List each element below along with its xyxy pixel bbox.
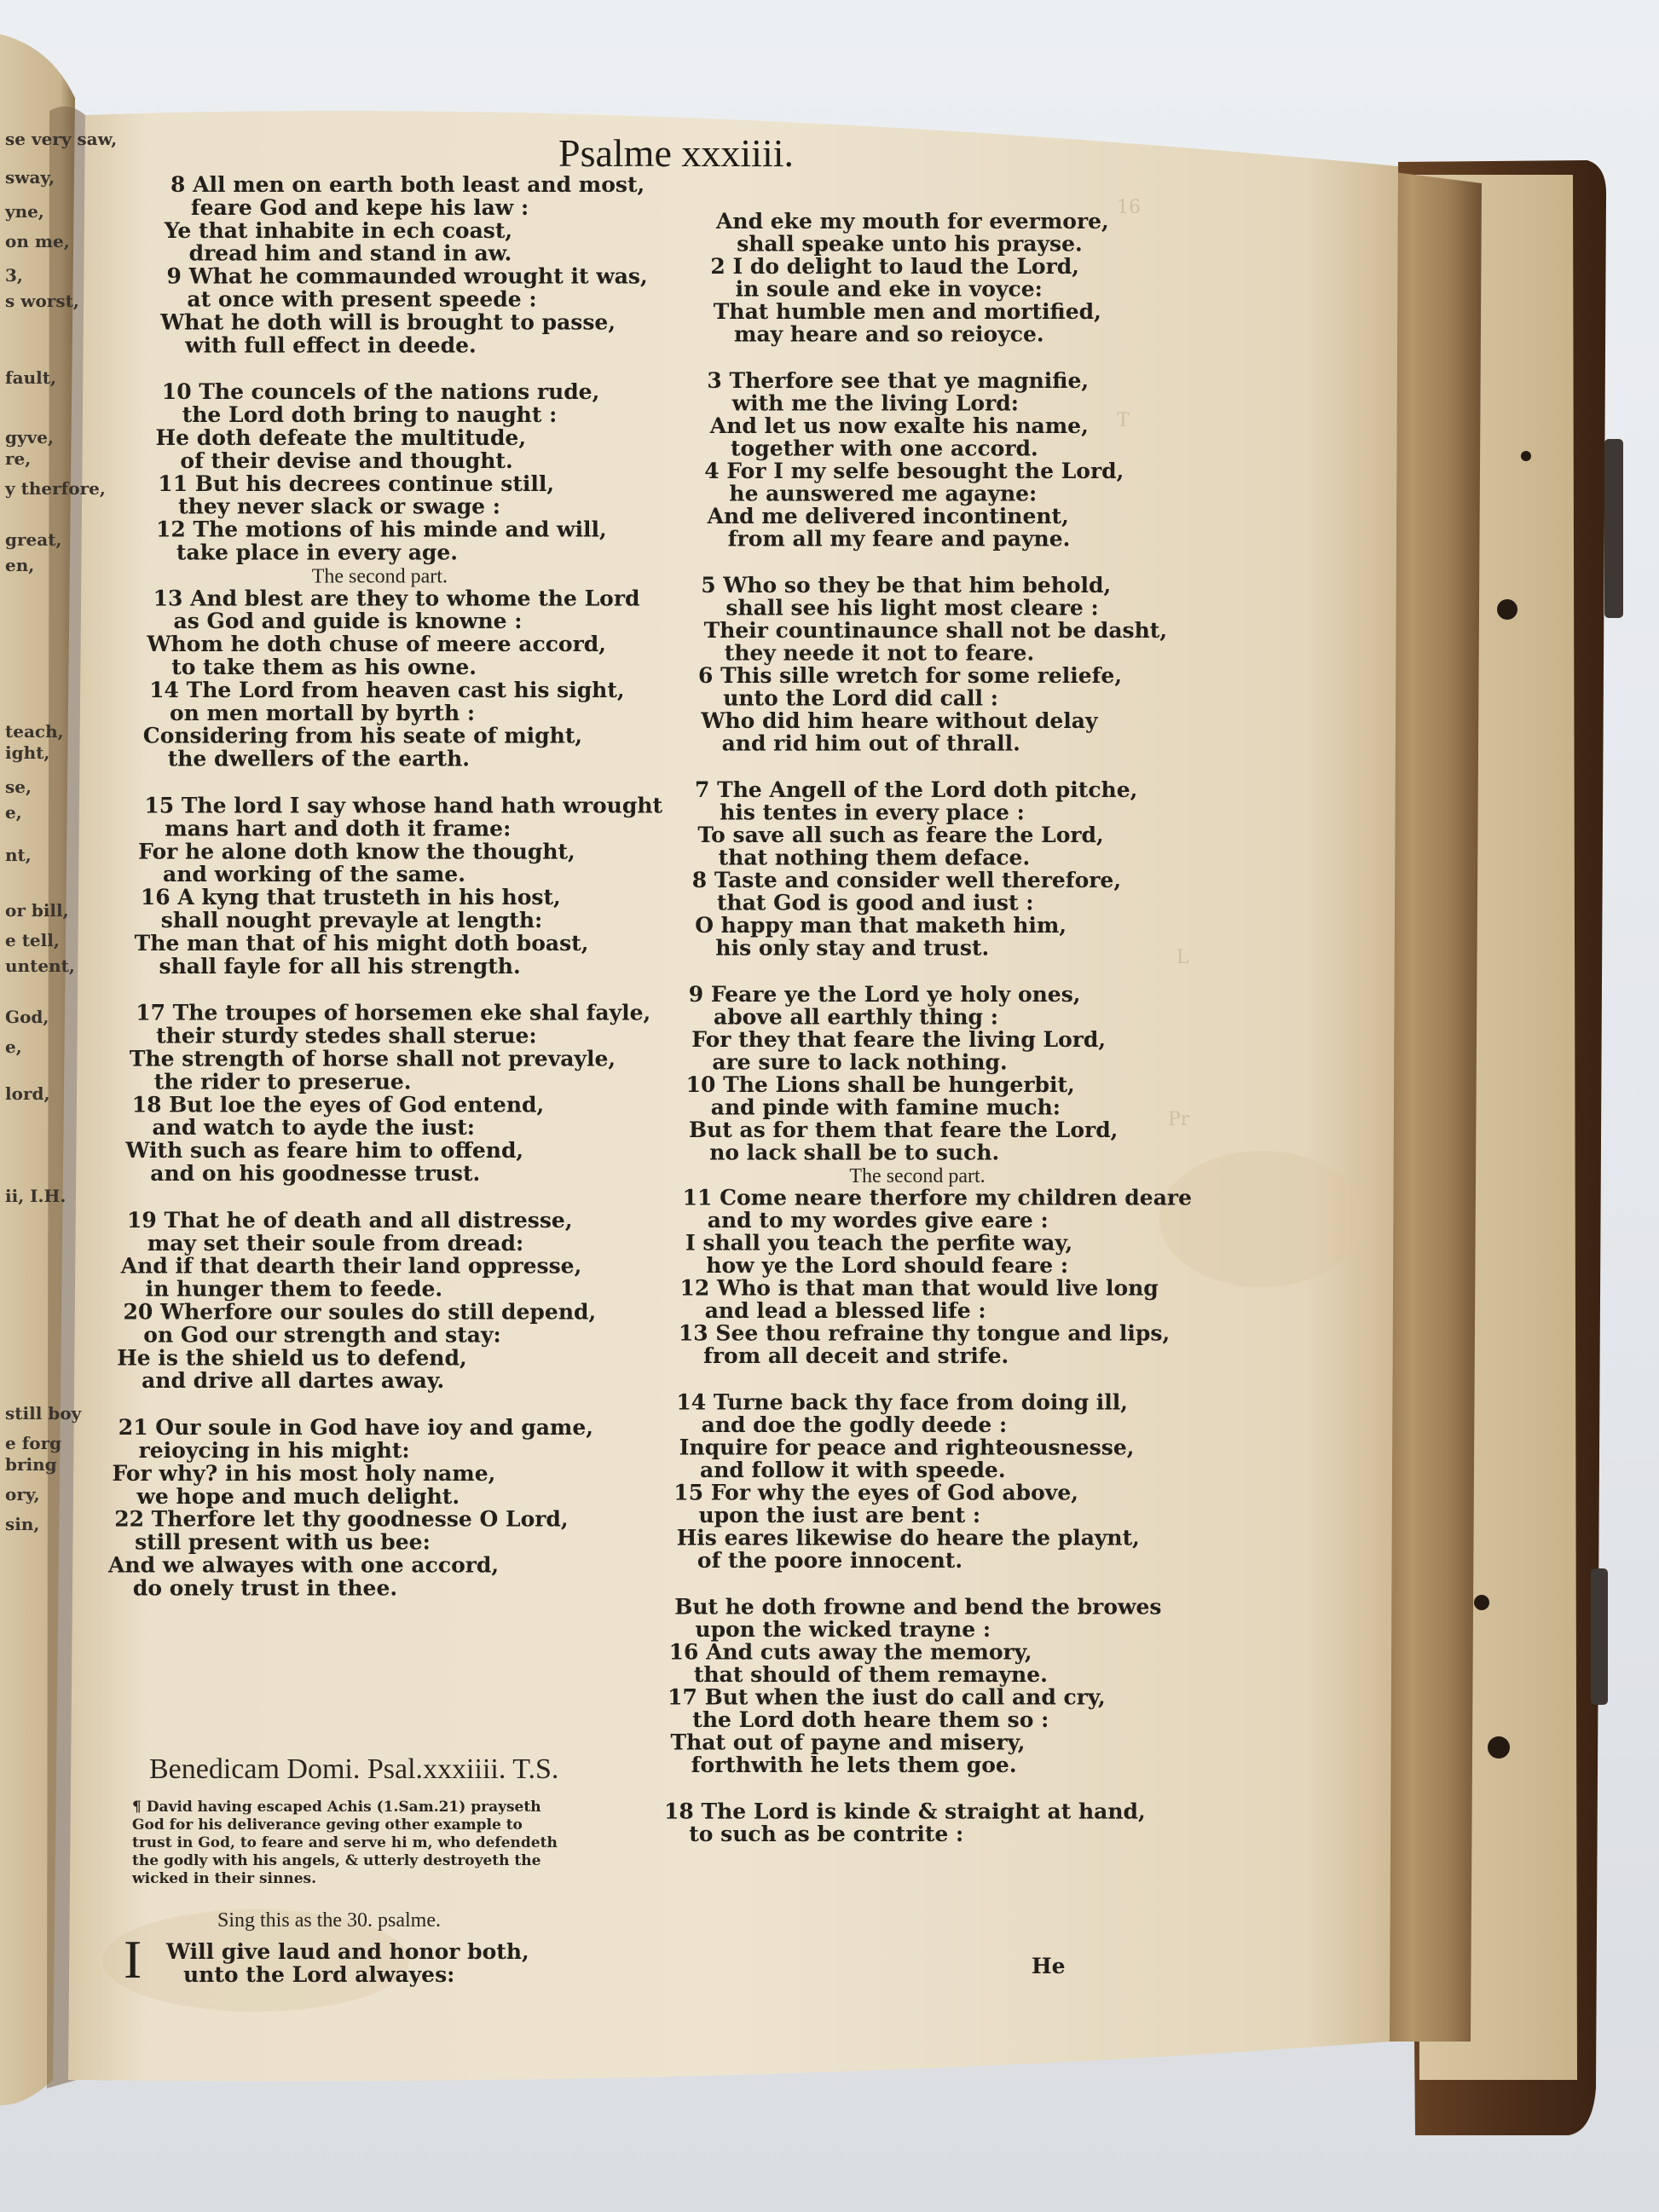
verse-line: in soule and eke in voyce: [735, 276, 1043, 302]
verse-line: of the poore innocent. [697, 1548, 963, 1573]
facing-page-fragment: ight, [5, 742, 50, 763]
facing-page-fragment: lord, [5, 1083, 50, 1104]
facing-page-fragment: 3, [5, 265, 23, 286]
facing-page-fragment: great, [5, 529, 62, 550]
verse-line: still present with us bee: [135, 1529, 431, 1555]
verse-line: in hunger them to feede. [145, 1276, 443, 1302]
verse-line: 13 And blest are they to whome the Lord [153, 586, 640, 611]
verse-line: And me delivered incontinent, [707, 504, 1069, 528]
verse-line: shall fayle for all his strength. [159, 953, 521, 979]
verse-line: His eares likewise do heare the playnt, [676, 1525, 1140, 1551]
verse-line: together with one accord. [731, 436, 1038, 461]
verse-line: with full effect in deede. [185, 332, 477, 358]
verse-line: He is the shield us to defend, [117, 1345, 467, 1371]
verse-line: and working of the same. [163, 862, 465, 887]
verse-line: 16 A kyng that trusteth in his host, [140, 885, 561, 910]
verse-line: 8 All men on earth both least and most, [171, 172, 645, 197]
verse-line: 5 Who so they be that him behold, [701, 573, 1112, 598]
verse-line: To save all such as feare the Lord, [697, 823, 1104, 847]
verse-line: and rid him out of thrall. [721, 731, 1020, 756]
verse-line: 3 Therfore see that ye magnifie, [707, 368, 1090, 393]
part-heading: The second part. [849, 1165, 986, 1187]
verse-line: What he doth will is brought to passe, [160, 309, 616, 335]
facing-page-fragment: yne, [5, 201, 44, 222]
verse-line: that God is good and iust : [717, 890, 1034, 915]
verse-line: as God and guide is knowne : [173, 609, 523, 634]
verse-line: 13 See thou refraine thy tongue and lips, [678, 1320, 1171, 1346]
verse-line: I shall you teach the perfite way, [685, 1230, 1073, 1256]
wormhole-2 [1474, 1595, 1489, 1610]
verse-line: of their devise and thought. [180, 448, 513, 473]
facing-page-fragment: e tell, [5, 930, 60, 950]
verse-line: on men mortall by byrth : [170, 700, 476, 725]
verse-line: And if that dearth their land oppresse, [120, 1253, 582, 1279]
svg-text:16: 16 [1117, 197, 1141, 218]
verse-line: That humble men and mortified, [713, 299, 1101, 324]
verse-line: That out of payne and misery, [670, 1730, 1026, 1755]
verse-line: He doth defeate the multitude, [155, 425, 527, 450]
verse-line: 7 The Angell of the Lord doth pitche, [695, 777, 1138, 802]
facing-page-fragment: sin, [5, 1514, 40, 1534]
verse-line: 11 But his decrees continue still, [158, 471, 555, 496]
verse-line: the Lord doth bring to naught : [182, 402, 558, 428]
argument-line: God for his deliverance geving other example to [132, 1816, 523, 1834]
verse-line: Who did him heare without delay [701, 708, 1098, 733]
verse-line: mans hart and doth it frame: [165, 816, 512, 841]
part-heading: The second part. [311, 565, 448, 588]
verse-line: the Lord doth heare them so : [692, 1707, 1049, 1732]
verse-line: and pinde with famine much: [710, 1094, 1061, 1120]
verse-line: and lead a blessed life : [704, 1298, 986, 1323]
drop-cap: I [124, 1929, 142, 1990]
facing-page-fragment: en, [5, 555, 35, 575]
verse-line: do onely trust in thee. [132, 1575, 398, 1601]
verse-line: 14 The Lord from heaven cast his sight, [149, 677, 625, 702]
verse-line: and drive all dartes away. [142, 1368, 445, 1394]
verse-line: unto the Lord alwayes: [183, 1962, 455, 1987]
tune-note: Sing this as the 30. psalme. [217, 1909, 441, 1932]
verse-line: from all deceit and strife. [703, 1343, 1009, 1368]
verse-line: For they that feare the living Lord, [691, 1027, 1107, 1052]
facing-page-fragment: untent, [5, 956, 75, 976]
facing-page-fragment: still boy [5, 1403, 82, 1424]
facing-page-fragment: gyve, [5, 427, 54, 448]
wormhole-1 [1497, 599, 1517, 620]
facing-page-fragment: se, [5, 777, 32, 797]
facing-page-fragment: e, [5, 802, 22, 823]
facing-page-fragment: re, [5, 448, 32, 469]
argument-line: ¶ David having escaped Achis (1.Sam.21) prayseth [132, 1799, 541, 1816]
verse-line: But he doth frowne and bend the browes [674, 1594, 1162, 1620]
verse-line: we hope and much delight. [136, 1483, 460, 1509]
wormhole-4 [1521, 451, 1531, 461]
verse-line: his tentes in every place : [720, 800, 1025, 825]
clasp-upper [1604, 439, 1623, 618]
verse-line: 12 The motions of his minde and will, [156, 517, 607, 542]
clasp-lower [1591, 1568, 1608, 1705]
facing-page-fragment: ory, [5, 1484, 40, 1505]
verse-line: 14 Turne back thy face from doing ill, [676, 1389, 1128, 1415]
verse-line: 10 The Lions shall be hungerbit, [685, 1072, 1075, 1097]
argument-line: the godly with his angels, & utterly destroyeth the [132, 1852, 541, 1869]
verse-line: 10 The councels of the nations rude, [161, 379, 600, 405]
verse-line: upon the iust are bent : [698, 1503, 981, 1528]
verse-line: 15 The lord I say whose hand hath wrought [144, 793, 663, 818]
verse-line: are sure to lack nothing. [712, 1049, 1008, 1075]
verse-line: 4 For I my selfe besought the Lord, [704, 459, 1124, 483]
svg-text:T: T [1117, 410, 1130, 431]
verse-line: shall nought prevayle at length: [160, 908, 543, 933]
verse-line: 9 Feare ye the Lord ye holy ones, [688, 982, 1081, 1007]
verse-line: from all my feare and payne. [727, 526, 1071, 552]
verse-line: 6 This sille wretch for some reliefe, [698, 663, 1123, 688]
verse-line: to such as be contrite : [689, 1822, 964, 1846]
verse-line: and to my wordes give eare : [707, 1208, 1049, 1233]
verse-line: they never slack or swage : [178, 494, 501, 519]
verse-line: 17 The troupes of horsemen eke shal fayle, [136, 1000, 651, 1025]
verse-line: and watch to ayde the iust: [152, 1115, 476, 1141]
facing-page-fragment: e forg [5, 1433, 62, 1453]
verse-line: Considering from his seate of might, [142, 723, 583, 748]
verse-line: For why? in his most holy name, [112, 1460, 496, 1486]
verse-line: unto the Lord did call : [723, 685, 998, 711]
argument-line: trust in God, to feare and serve hi m, who defendeth [132, 1834, 558, 1851]
verse-line: shall speake unto his prayse. [737, 231, 1083, 257]
psalm-title: Benedicam Domi. Psal.xxxiiii. T.S. [149, 1753, 559, 1785]
verse-line: and on his goodnesse trust. [150, 1161, 481, 1186]
verse-line: 20 Wherfore our soules do still depend, [123, 1299, 597, 1325]
verse-line: and doe the godly deede : [701, 1412, 1008, 1437]
verse-line: they neede it not to feare. [724, 640, 1035, 666]
facing-page-fragment: bring [5, 1454, 57, 1475]
verse-line: 2 I do delight to laud the Lord, [710, 254, 1079, 279]
catchword: He [1032, 1954, 1066, 1978]
verse-line: With such as feare him to offend, [125, 1138, 524, 1164]
verse-line: at once with present speede : [187, 286, 537, 312]
facing-page-fragment: se very saw, [5, 129, 118, 149]
verse-line: with me the living Lord: [731, 390, 1019, 416]
verse-line: 19 That he of death and all distresse, [127, 1207, 573, 1233]
verse-line: The man that of his might doth boast, [134, 930, 589, 956]
verse-line: For he alone doth know the thought, [138, 839, 575, 864]
wormhole-3 [1488, 1736, 1510, 1759]
verse-line: The strength of horse shall not prevayle, [129, 1046, 616, 1071]
verse-line: And let us now exalte his name, [709, 413, 1089, 438]
facing-page-fragment: ii, I.H. [5, 1186, 66, 1206]
facing-page-fragment: teach, [5, 721, 64, 742]
verse-line: Will give laud and honor both, [166, 1939, 529, 1964]
verse-line: feare God and kepe his law : [190, 194, 529, 220]
facing-page-fragment: nt, [5, 845, 32, 865]
verse-line: 8 Taste and consider well therefore, [691, 868, 1122, 892]
verse-line: forthwith he lets them goe. [691, 1753, 1017, 1777]
verse-line: 18 But loe the eyes of God entend, [131, 1092, 545, 1118]
verse-line: 11 Come neare therfore my children deare [682, 1185, 1192, 1210]
facing-page-fragment: s worst, [5, 291, 79, 311]
facing-page-fragment: sway, [5, 167, 55, 188]
verse-line: And eke my mouth for evermore, [716, 209, 1109, 234]
verse-line: 9 What he commaunded wrought it was, [166, 263, 648, 289]
facing-page-fragment: on me, [5, 231, 70, 251]
verse-line: dread him and stand in aw. [188, 240, 512, 266]
verse-line: 16 And cuts away the memory, [668, 1639, 1032, 1665]
verse-line: 12 Who is that man that would live long [679, 1275, 1159, 1301]
verse-line: may heare and so reioyce. [734, 321, 1044, 347]
verse-line: to take them as his owne. [171, 655, 477, 679]
verse-line: Their countinaunce shall not be dasht, [703, 618, 1168, 643]
facing-page-fragment: y therfore, [5, 478, 106, 499]
verse-line: 18 The Lord is kinde & straight at hand, [664, 1799, 1146, 1824]
verse-line: that nothing them deface. [718, 845, 1031, 870]
svg-text:L: L [1176, 947, 1189, 968]
verse-line: how ye the Lord should feare : [706, 1253, 1069, 1278]
verse-line: and follow it with speede. [700, 1458, 1006, 1482]
verse-line: Ye that inhabite in ech coast, [164, 217, 513, 243]
verse-line: the dwellers of the earth. [167, 746, 470, 771]
verse-line: Whom he doth chuse of meere accord, [147, 632, 606, 657]
verse-line: the rider to preserue. [153, 1069, 412, 1094]
verse-line: 22 Therfore let thy goodnesse O Lord, [114, 1506, 569, 1532]
verse-line: And we alwayes with one accord, [108, 1552, 500, 1578]
facing-page-fragment: fault, [5, 367, 56, 388]
verse-line: O happy man that maketh him, [695, 913, 1067, 938]
verse-line: take place in every age. [176, 540, 458, 565]
argument-line: wicked in their sinnes. [132, 1870, 316, 1887]
facing-page-fragment: or bill, [5, 900, 69, 921]
verse-line: that should of them remayne. [693, 1662, 1048, 1687]
verse-line: 21 Our soule in God have ioy and game, [118, 1415, 593, 1441]
verse-line: no lack shall be to such. [709, 1140, 1000, 1165]
verse-line: above all earthly thing : [714, 1004, 998, 1030]
verse-line: 15 For why the eyes of God above, [673, 1480, 1078, 1505]
verse-line: 17 But when the iust do call and cry, [668, 1684, 1106, 1710]
verse-line: their sturdy stedes shall sterue: [156, 1023, 537, 1048]
facing-page-fragment: e, [5, 1037, 22, 1057]
verse-line: Inquire for peace and righteousnesse, [679, 1435, 1135, 1460]
running-header: Psalme xxxiiii. [558, 131, 794, 175]
verse-line: on God our strength and stay: [143, 1322, 501, 1348]
verse-line: he aunswered me agayne: [729, 481, 1038, 506]
facing-page-fragment: God, [5, 1007, 49, 1027]
verse-line: his only stay and trust. [715, 935, 990, 961]
verse-line: shall see his light most cleare : [725, 595, 1099, 621]
svg-text:Pr: Pr [1168, 1109, 1190, 1130]
verse-line: may set their soule from dread: [147, 1230, 524, 1256]
verse-line: But as for them that feare the Lord, [689, 1118, 1119, 1142]
verse-line: reioycing in his might: [138, 1438, 410, 1463]
verse-line: upon the wicked trayne : [695, 1617, 991, 1642]
